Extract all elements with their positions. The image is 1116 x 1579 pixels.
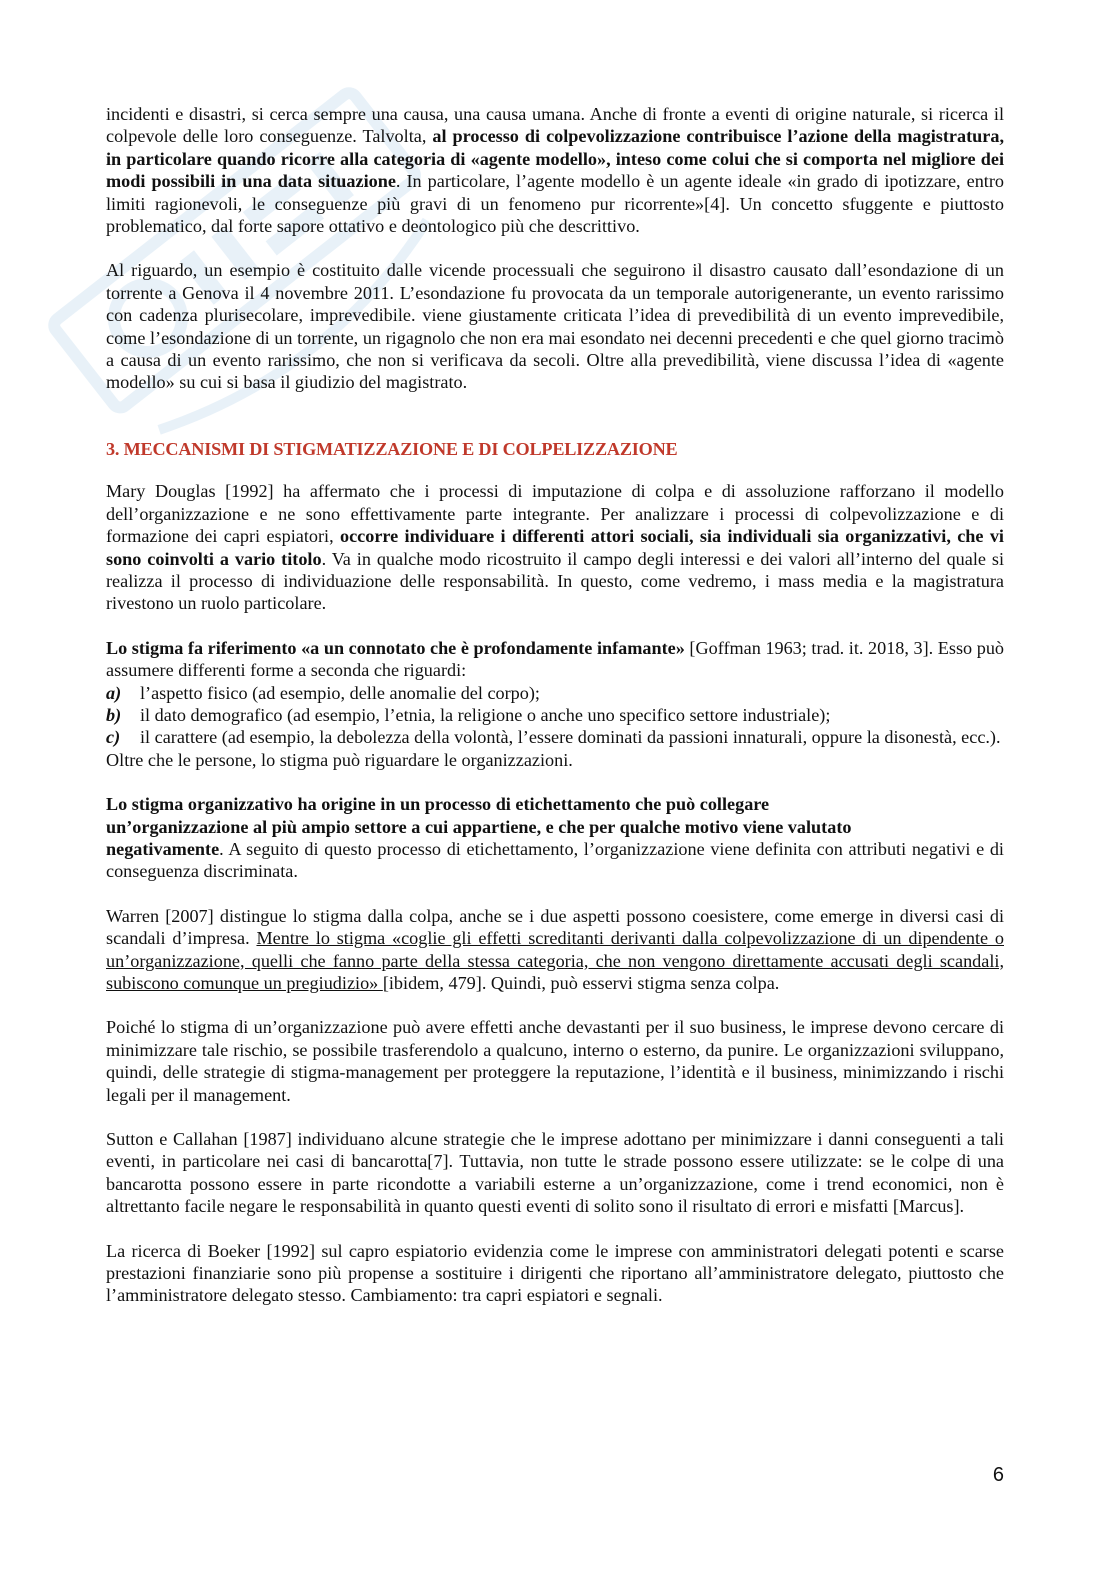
paragraph-stigma-organizzativo xyxy=(106,793,1004,883)
list-item xyxy=(106,682,1004,704)
paragraph-agente-modello xyxy=(106,103,1004,237)
bold-run: al processo di colpevolizzazione contribuisce l’azione della magistratura, in particolare quando ricorre alla categoria di «agente modello», inteso come colui che si comporta nel migliore dei modi possibili in una data situazione xyxy=(106,126,1004,192)
list-marker: a) xyxy=(106,682,122,703)
text-run: . A seguito di questo processo di etichettamento, l’organizzazione viene definita con attributi negativi e di conseguenza discriminata. xyxy=(106,838,1004,882)
bold-run: Lo stigma organizzativo ha origine in un processo di etichettamento che può collegare xyxy=(106,794,770,815)
stigma-forms-list xyxy=(106,682,1004,749)
text-run: Mary Douglas [1992] ha affermato che i processi di imputazione di colpa e di assoluzione rafforzano il modello dell’organizzazione e ne sono effettivamente parte integrante. Per analizzare i processi di colpevolizzazione e di formazione dei capri espiatori, xyxy=(106,481,1004,547)
list-marker: b) xyxy=(106,704,122,725)
paragraph-boeker: La ricerca di Boeker [1992] sul capro espiatorio evidenzia come le imprese con amministratori delegati potenti e scarse prestazioni finanziarie sono più propense a sostituire i dirigenti che riportano all’amministratore delegato, piuttosto che l’amministratore delegato stesso. Cambiamento: tra capri espiatori e segnali. xyxy=(106,1240,1004,1306)
text-run: [ibidem, 479]. Quindi, può esservi stigma senza colpa. xyxy=(382,973,780,993)
bold-run: Lo stigma fa riferimento «a un connotato che è profondamente infamante» xyxy=(106,637,685,658)
text-run: [Goffman 1963; trad. it. 2018, 3]. Esso può assumere differenti forme a seconda che riguardi: xyxy=(106,637,1005,681)
text-run: incidenti e disastri, si cerca sempre una causa, una causa umana. Anche di fronte a eventi di origine naturale, si ricerca il colpevole delle loro conseguenze. Talvolta, xyxy=(106,104,1004,147)
paragraph-sutton-callahan: Sutton e Callahan [1987] individuano alcune strategie che le imprese adottano per minimizzare i danni conseguenti a tali eventi, in particolare nei casi di bancarotta[7]. Tuttavia, non tutte le strade possono essere utilizzate: se le colpe di una bancarotta possono essere in parte ricondotte a variabili esterne a un’organizzazione, come i trend economici, non è altrettanto facile negare le responsabilità in quanto questi eventi di solito sono il risultato di errori e misfatti [Marcus]. xyxy=(106,1129,1004,1217)
text-run: Warren [2007] distingue lo stigma dalla colpa, anche se i due aspetti possono coesistere, come emerge in diversi casi di scandali d’impresa. xyxy=(106,905,1004,949)
document-body xyxy=(106,103,1004,1307)
paragraph-douglas xyxy=(106,480,1004,614)
paragraph-organizzazioni: Oltre che le persone, lo stigma può riguardare le organizzazioni. xyxy=(106,749,573,770)
section-heading: 3. MECCANISMI DI STIGMATIZZAZIONE E DI COLPELIZZAZIONE xyxy=(106,438,678,459)
list-marker: c) xyxy=(106,727,121,748)
page-number: 6 xyxy=(992,1464,1004,1486)
bold-run: occorre individuare i differenti attori sociali, sia individuali sia organizzativi, che vi sono coinvolti a vario titolo xyxy=(106,526,1004,569)
paragraph-warren xyxy=(106,905,1004,995)
text-run: . Va in qualche modo ricostruito il campo degli interessi e dei valori all’interno del quale si realizza il processo di individuazione delle responsabilità. In questo, come vedremo, i mass media e la magistratura rivestono un ruolo particolare. xyxy=(106,548,1004,614)
underlined-quote: Mentre lo stigma «coglie gli effetti screditanti derivanti dalla colpevolizzazione di un dipendente o un’organizzazione, quelli che fanno parte della stessa categoria, che non vengono direttamente accusati degli scandali, subiscono comunque un pregiudizio» xyxy=(106,928,1004,993)
list-item-text: l’aspetto fisico (ad esempio, delle anomalie del corpo); xyxy=(140,682,540,703)
list-item xyxy=(106,704,1004,726)
paragraph-stigma xyxy=(106,637,1004,682)
text-run: . In particolare, l’agente modello è un agente ideale «in grado di ipotizzare, entro limiti ragionevoli, le conseguenze più gravi di un fenomeno pur ricorrente»[4]. Un concetto sfuggente e piuttosto problematico, dal forte sapore ottativo e deontologico più che descrittivo. xyxy=(106,171,1004,237)
list-item xyxy=(106,726,1004,748)
bold-run: negativamente xyxy=(106,838,220,859)
paragraph-stigma-management: Poiché lo stigma di un’organizzazione può avere effetti anche devastanti per il suo business, le imprese devono cercare di minimizzare tale rischio, se possibile trasferendolo a qualcuno, interno o esterno, da punire. Le organizzazioni sviluppano, quindi, delle strategie di stigma-management per proteggere la reputazione, l’identità e il business, minimizzando i rischi legali per il management. xyxy=(106,1017,1004,1105)
paragraph-genova: Al riguardo, un esempio è costituito dalle vicende processuali che seguirono il disastro causato dall’esondazione di un torrente a Genova il 4 novembre 2011. L’esondazione fu provocata da un temporale autorigenerante, un evento rarissimo con cadenza plurisecolare, imprevedibile. viene giustamente criticata l’idea di prevedibilità di un evento imprevedibile, come l’esondazione di un torrente, un rigagnolo che non era mai esondato nei decenni precedenti e che quel giorno tracimò a causa di un evento rarissimo, che non si verificava da secoli. Oltre alla prevedibilità, viene discussa l’idea di «agente modello» su cui si basa il giudizio del magistrato. xyxy=(106,260,1004,393)
list-item-text: il carattere (ad esempio, la debolezza della volontà, l’essere dominati da passioni innaturali, oppure la disonestà, ecc.). xyxy=(140,727,1001,748)
bold-run: un’organizzazione al più ampio settore a cui appartiene, e che per qualche motivo viene valutato xyxy=(106,816,852,837)
list-item-text: il dato demografico (ad esempio, l’etnia, la religione o anche uno specifico settore industriale); xyxy=(140,704,831,725)
